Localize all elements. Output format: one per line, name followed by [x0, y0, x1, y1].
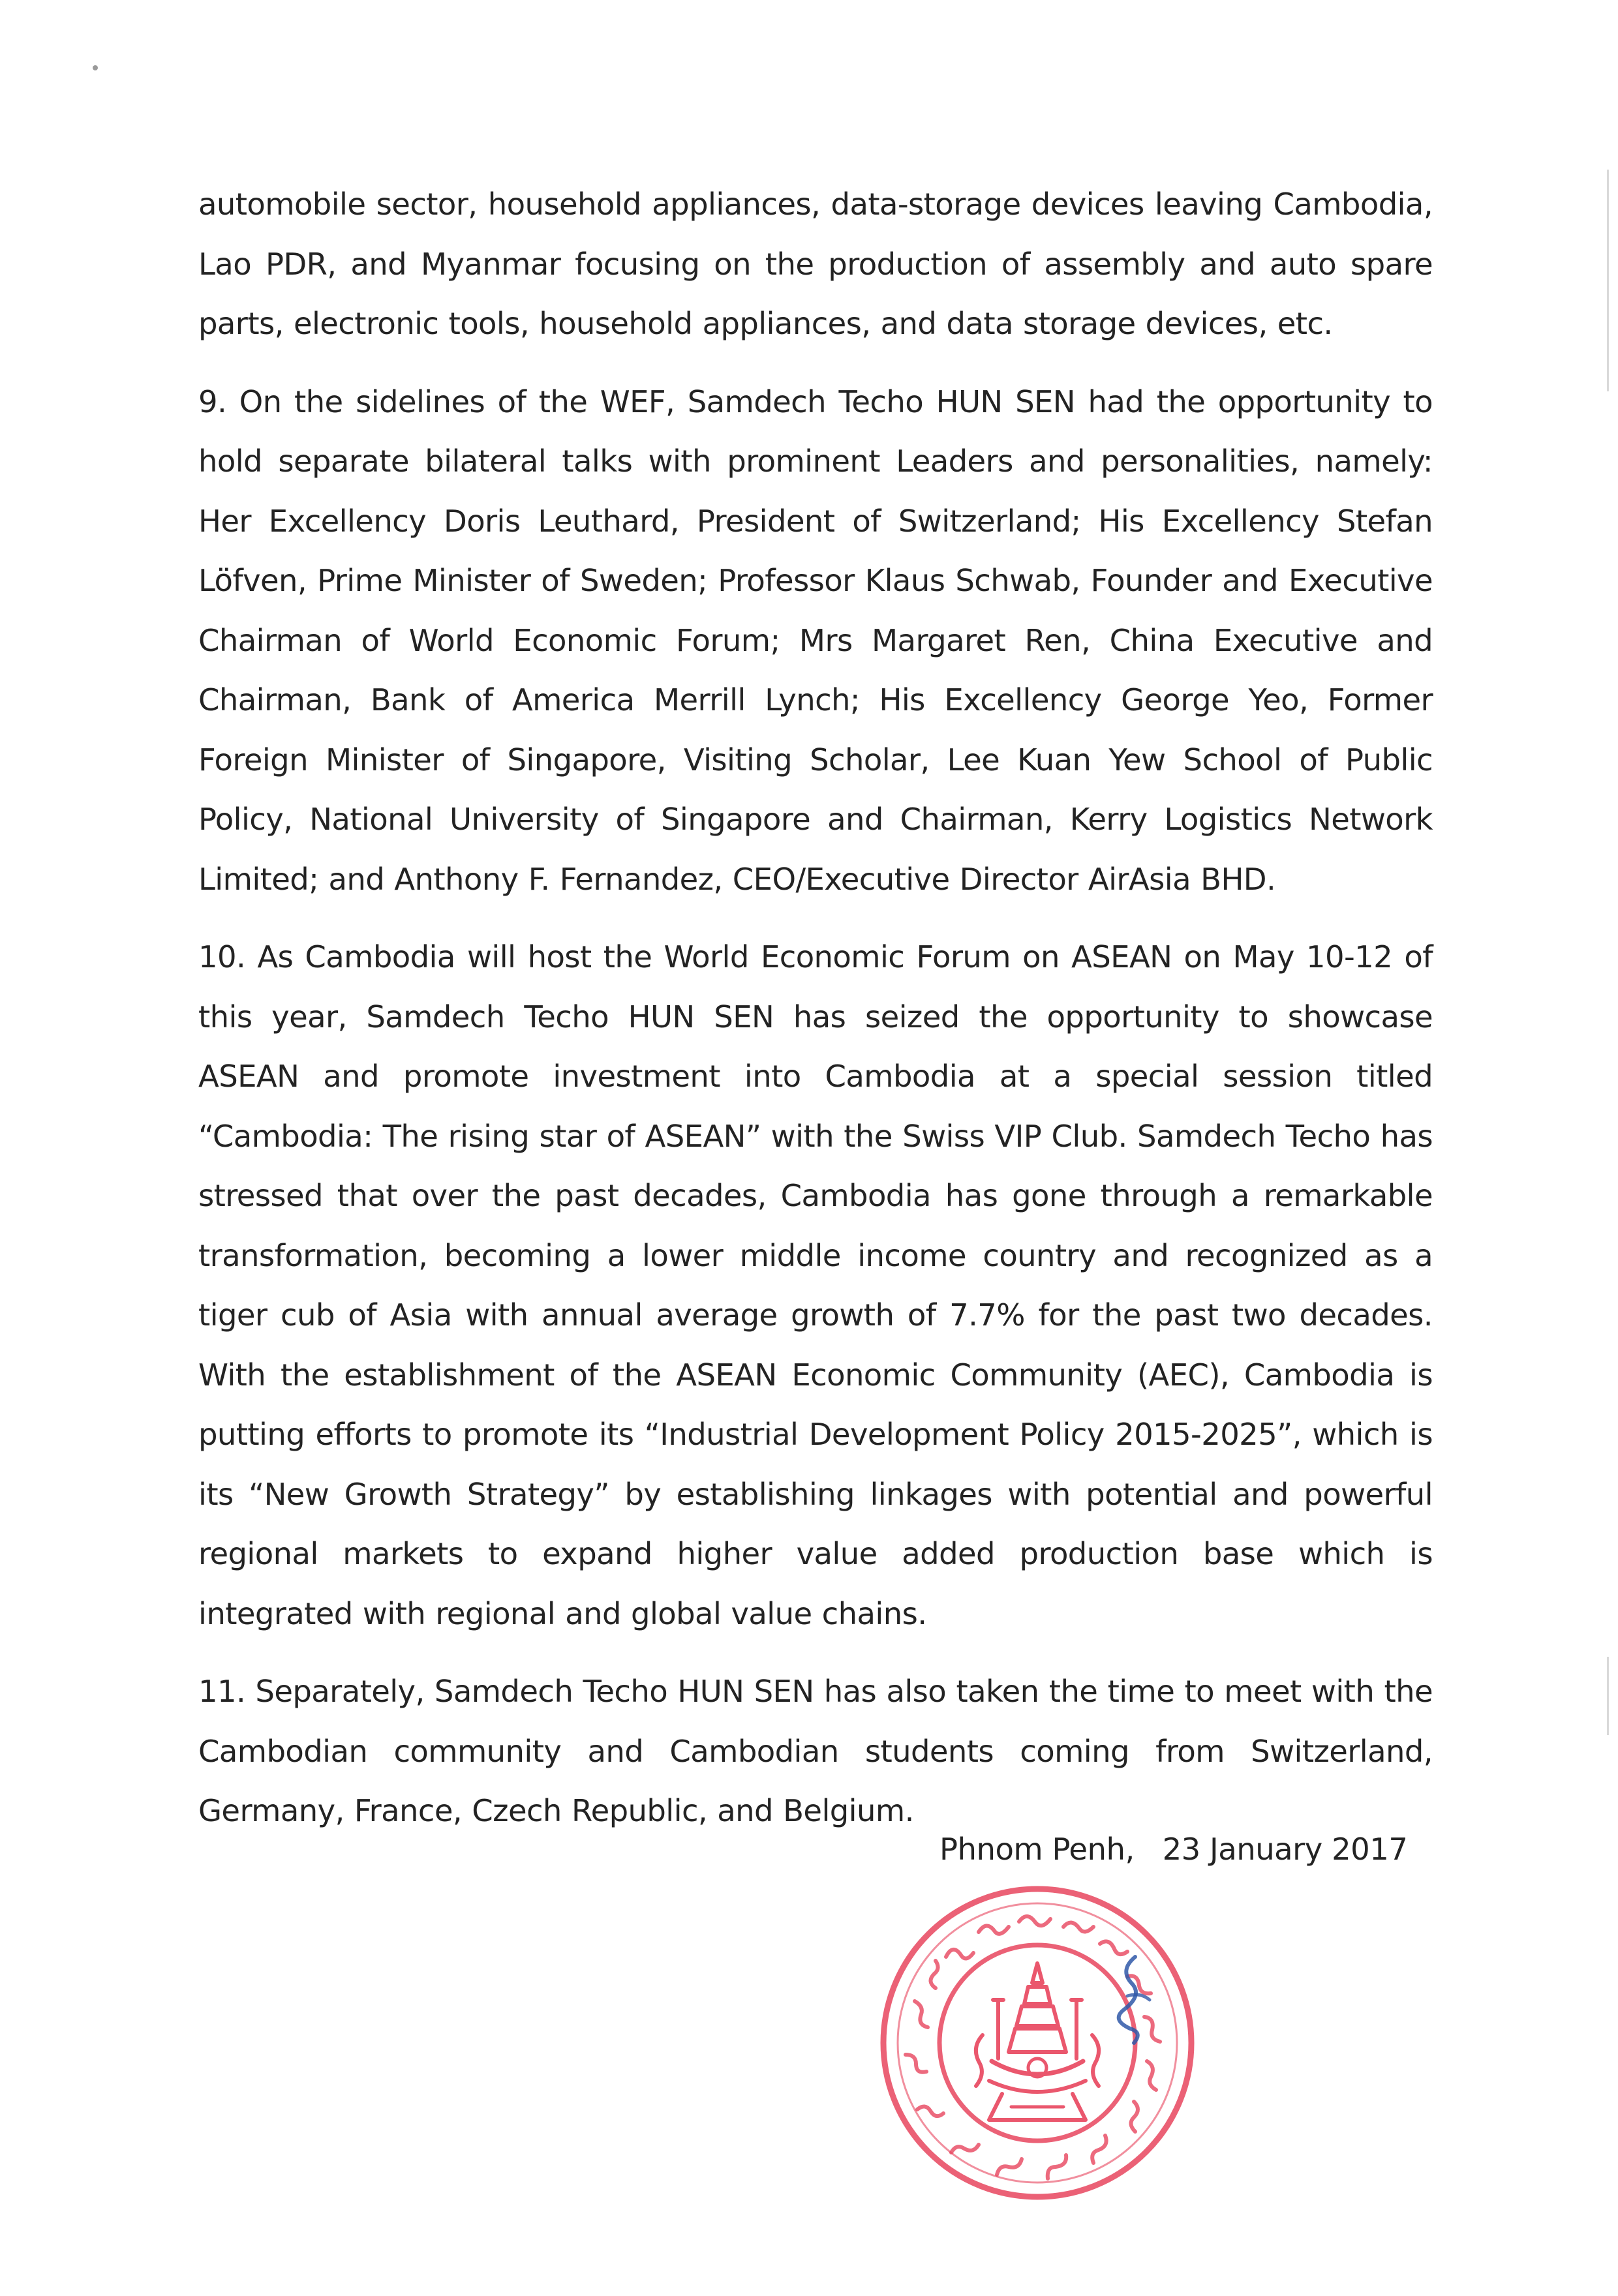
document-body [198, 175, 1433, 1860]
scan-edge-shadow [1607, 170, 1609, 391]
signature-initials-icon [1119, 1957, 1138, 2043]
paragraph-11: 11. Separately, Samdech Techo HUN SEN has also taken the time to meet with the Cambodian community and Cambodian students coming from Switzerland, Germany, France, Czech Republic, and Belgium. [198, 1674, 1433, 1828]
official-seal-icon [868, 1872, 1207, 2211]
paragraph-10: 10. As Cambodia will host the World Economic Forum on ASEAN on May 10-12 of this year, Samdech Techo HUN SEN has seized the opportunity to showcase ASEAN and promote investment into Cambodia at a special session titled “Cambodia: The rising star of ASEAN” with the Swiss VIP Club. Samdech Techo has stressed that over the past decades, Cambodia has gone through a remarkable transformation, becoming a lower middle income country and recognized as a tiger cub of Asia with annual average growth of 7.7% for the past two decades. With the establishment of the ASEAN Economic Community (AEC), Cambodia is putting efforts to promote its “Industrial Development Policy 2015-2025”, which is its “New Growth Strategy” by establishing linkages with potential and powerful regional markets to expand higher value added production base which is integrated with regional and global value chains. [198, 939, 1433, 1631]
seal-rings [883, 1889, 1191, 2197]
signature-stroke-icon [1127, 1995, 1150, 2000]
scan-edge-shadow [1607, 1657, 1609, 1735]
paragraph-continuation: automobile sector, household appliances, data-storage devices leaving Cambodia, Lao PDR, and Myanmar focusing on the production of assembly and auto spare parts, electronic tools, household appliances, and data storage devices, etc. [198, 187, 1433, 341]
paragraph-9: 9. On the sidelines of the WEF, Samdech Techo HUN SEN had the opportunity to hold separate bilateral talks with prominent Leaders and personalities, namely: Her Excellency Doris Leuthard, President of Switzerland; His Excellency Stefan Löfven, Prime Minister of Sweden; Professor Klaus Schwab, Founder and Executive Chairman of World Economic Forum; Mrs Margaret Ren, China Executive and Chairman, Bank of America Merrill Lynch; His Excellency George Yeo, Former Foreign Minister of Singapore, Visiting Scholar, Lee Kuan Yew School of Public Policy, National University of Singapore and Chairman, Kerry Logistics Network Limited; and Anthony F. Fernandez, CEO/Executive Director AirAsia BHD. [198, 384, 1433, 897]
seal-emblem [976, 1963, 1099, 2120]
scan-speck [93, 65, 98, 70]
place-and-date: Phnom Penh, 23 January 2017 [939, 1832, 1408, 1867]
